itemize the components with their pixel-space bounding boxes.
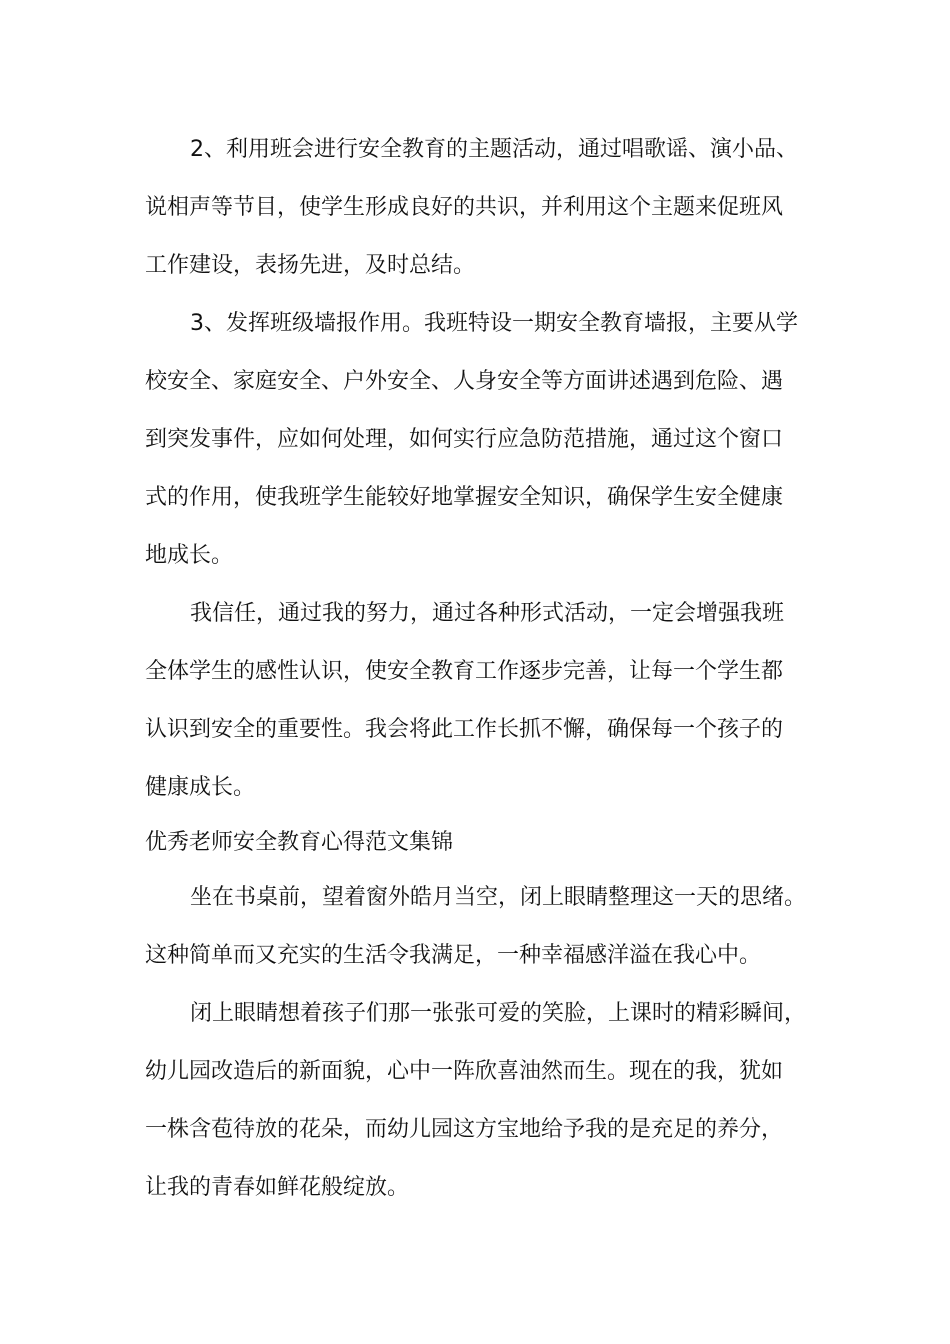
paragraph-line: 地成长。 [145, 543, 234, 568]
paragraph-line: 这种简单而又充实的生活令我满足，一种幸福感洋溢在我心中。 [145, 943, 762, 968]
paragraph-line: 全体学生的感性认识，使安全教育工作逐步完善，让每一个学生都 [145, 659, 784, 684]
paragraph-line: 一株含苞待放的花朵，而幼儿园这方宝地给予我的是充足的养分， [145, 1117, 784, 1142]
paragraph-line: 健康成长。 [145, 775, 256, 800]
paragraph-line: 2、利用班会进行安全教育的主题活动，通过唱歌谣、演小品、 [190, 137, 798, 162]
paragraph-line: 我信任，通过我的努力，通过各种形式活动，一定会增强我班 [190, 601, 785, 626]
paragraph-line: 工作建设，表扬先进，及时总结。 [145, 253, 476, 278]
paragraph-line: 3、发挥班级墙报作用。我班特设一期安全教育墙报，主要从学 [190, 311, 798, 336]
paragraph-line: 让我的青春如鲜花般绽放。 [145, 1175, 410, 1200]
paragraph-line: 认识到安全的重要性。我会将此工作长抓不懈，确保每一个孩子的 [145, 717, 784, 742]
section-heading: 优秀老师安全教育心得范文集锦 [145, 830, 454, 855]
paragraph-line: 说相声等节目，使学生形成良好的共识，并利用这个主题来促班风 [145, 195, 784, 220]
paragraph-line: 校安全、家庭安全、户外安全、人身安全等方面讲述遇到危险、遇 [145, 369, 784, 394]
paragraph-line: 幼儿园改造后的新面貌，心中一阵欣喜油然而生。现在的我，犹如 [145, 1059, 784, 1084]
paragraph-line: 到突发事件，应如何处理，如何实行应急防范措施，通过这个窗口 [145, 427, 784, 452]
paragraph-line: 坐在书桌前，望着窗外皓月当空，闭上眼睛整理这一天的思绪。 [190, 885, 807, 910]
paragraph-line: 闭上眼睛想着孩子们那一张张可爱的笑脸，上课时的精彩瞬间， [190, 1001, 807, 1026]
paragraph-line: 式的作用，使我班学生能较好地掌握安全知识，确保学生安全健康 [145, 485, 784, 510]
